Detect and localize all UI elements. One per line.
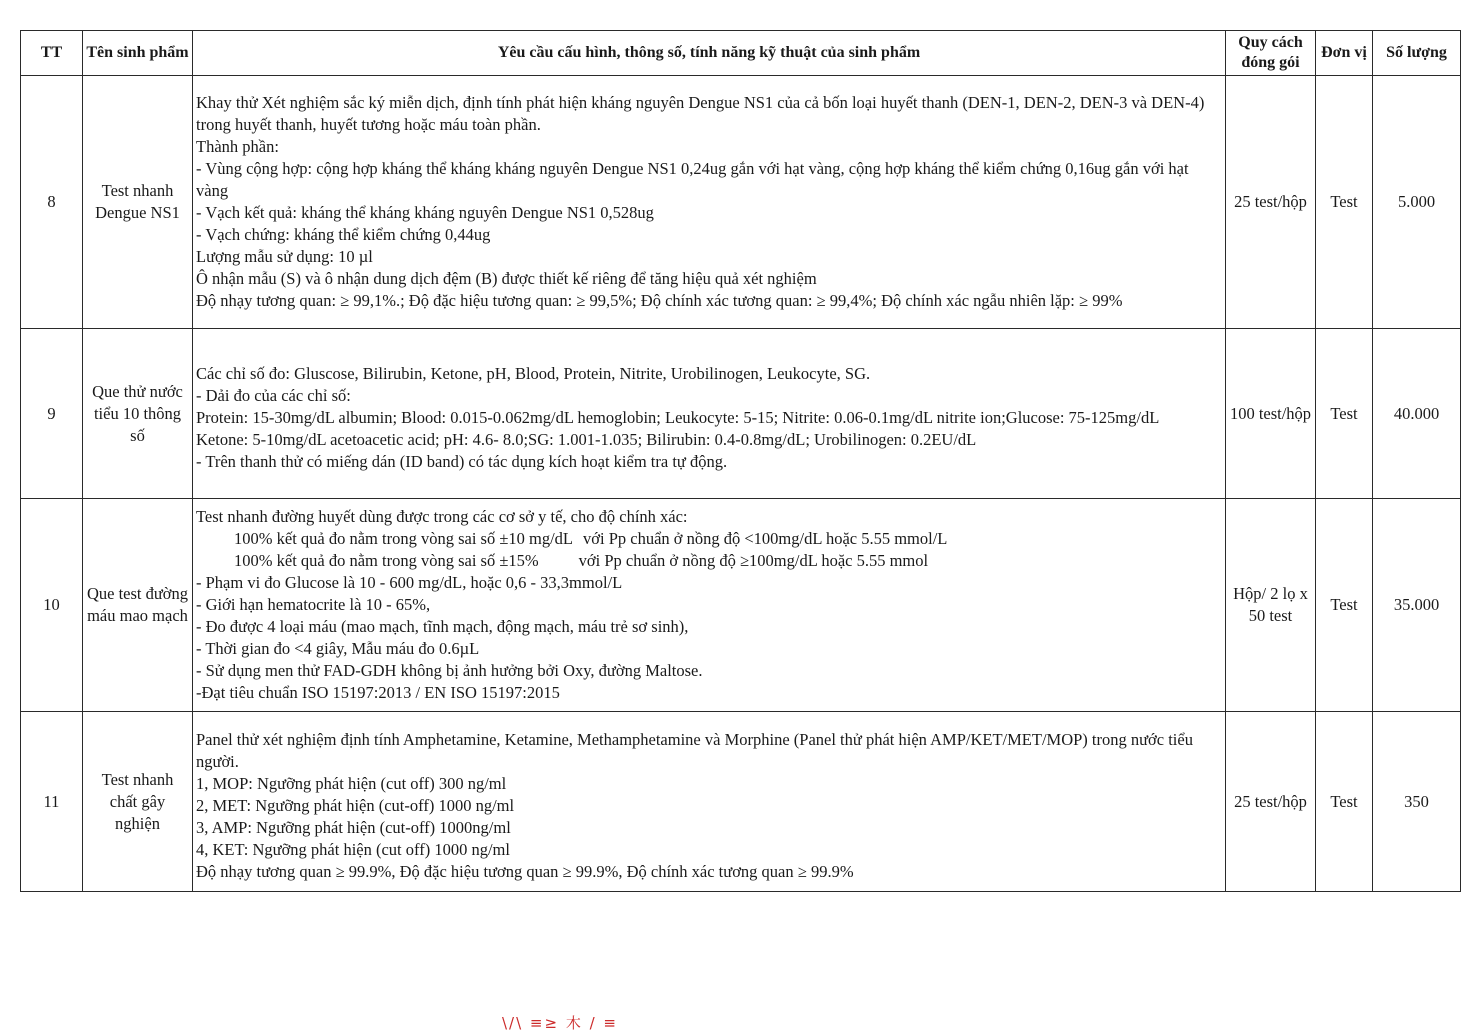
spec-line: Độ nhạy tương quan ≥ 99.9%, Độ đặc hiệu tương quan ≥ 99.9%, Độ chính xác tương quan ≥ 99.9%	[196, 862, 854, 881]
spec-line: - Phạm vi đo Glucose là 10 - 600 mg/dL, hoặc 0,6 - 33,3mmol/L	[196, 573, 623, 592]
row-tt: 8	[21, 76, 83, 329]
spec-line: Khay thử Xét nghiệm sắc ký miễn dịch, định tính phát hiện kháng nguyên Dengue NS1 của cả bốn loại huyết thanh (DEN-1, DEN-2, DEN-3 và DEN-4) trong huyết thanh, huyết tương hoặc máu toàn phần.	[196, 93, 1205, 134]
spec-line: - Vùng cộng hợp: cộng hợp kháng thể kháng kháng nguyên Dengue NS1 0,24ug gắn với hạt vàng, cộng hợp kháng thể kiểm chứng 0,16ug gắn với hạt vàng	[196, 159, 1189, 200]
row-pack: 100 test/hộp	[1226, 329, 1316, 499]
spec-line: - Sử dụng men thử FAD-GDH không bị ảnh hưởng bởi Oxy, đường Maltose.	[196, 661, 703, 680]
spec-line: - Vạch kết quả: kháng thể kháng kháng nguyên Dengue NS1 0,528ug	[196, 203, 654, 222]
accuracy-condition: với Pp chuẩn ở nồng độ <100mg/dL hoặc 5.55 mmol/L	[583, 529, 948, 548]
table-row	[21, 329, 1461, 499]
spec-accuracy-line	[196, 528, 1222, 550]
spec-line: Lượng mẫu sử dụng: 10 µl	[196, 247, 373, 266]
spec-line: Ketone: 5-10mg/dL acetoacetic acid; pH: 4.6- 8.0;SG: 1.001-1.035; Bilirubin: 0.4-0.8mg/dL; Urobilinogen: 0.2EU/dL	[196, 430, 977, 449]
spec-line: 3, AMP: Ngưỡng phát hiện (cut-off) 1000ng/ml	[196, 818, 511, 837]
row-name: Que test đường máu mao mạch	[83, 499, 193, 712]
row-qty: 350	[1373, 712, 1461, 892]
spec-line: - Trên thanh thử có miếng dán (ID band) có tác dụng kích hoạt kiểm tra tự động.	[196, 452, 728, 471]
row-name: Que thử nước tiểu 10 thông số	[83, 329, 193, 499]
spec-line: Độ nhạy tương quan: ≥ 99,1%.; Độ đặc hiệu tương quan: ≥ 99,5%; Độ chính xác tương quan: ≥ 99,4%; Độ chính xác ngẫu nhiên lặp: ≥ 99%	[196, 291, 1123, 310]
header-name: Tên sinh phẩm	[83, 31, 193, 76]
row-unit: Test	[1316, 712, 1373, 892]
row-tt: 10	[21, 499, 83, 712]
row-qty: 5.000	[1373, 76, 1461, 329]
spec-line: -Đạt tiêu chuẩn ISO 15197:2013 / EN ISO 15197:2015	[196, 683, 560, 702]
table-row	[21, 499, 1461, 712]
spec-line: - Vạch chứng: kháng thể kiểm chứng 0,44ug	[196, 225, 491, 244]
spec-line: - Thời gian đo <4 giây, Mẫu máu đo 0.6µL	[196, 639, 480, 658]
header-qty: Số lượng	[1373, 31, 1461, 76]
row-qty: 40.000	[1373, 329, 1461, 499]
spec-accuracy-line	[196, 550, 1222, 572]
row-pack: 25 test/hộp	[1226, 712, 1316, 892]
spec-line: 4, KET: Ngưỡng phát hiện (cut off) 1000 ng/ml	[196, 840, 510, 859]
header-tt: TT	[21, 31, 83, 76]
stamp-mark: \/\ ≡≥ ⽊ / ≡	[502, 1014, 618, 1032]
spec-line: Các chỉ số đo: Gluscose, Bilirubin, Ketone, pH, Blood, Protein, Nitrite, Urobilinogen, Leukocyte, SG.	[196, 364, 871, 383]
row-pack: 25 test/hộp	[1226, 76, 1316, 329]
row-unit: Test	[1316, 499, 1373, 712]
accuracy-range: 100% kết quả đo nằm trong vòng sai số ±10 mg/dL	[234, 529, 574, 548]
spec-line: Panel thử xét nghiệm định tính Amphetamine, Ketamine, Methamphetamine và Morphine (Panel thử phát hiện AMP/KET/MET/MOP) trong nước tiểu người.	[196, 730, 1193, 771]
spec-line: - Giới hạn hematocrite là 10 - 65%,	[196, 595, 431, 614]
row-name: Test nhanh Dengue NS1	[83, 76, 193, 329]
row-unit: Test	[1316, 76, 1373, 329]
spec-line: Ô nhận mẫu (S) và ô nhận dung dịch đệm (B) được thiết kế riêng để tăng hiệu quả xét nghiệm	[196, 269, 817, 288]
row-spec	[193, 329, 1226, 499]
row-spec	[193, 76, 1226, 329]
row-name: Test nhanh chất gây nghiện	[83, 712, 193, 892]
accuracy-condition: với Pp chuẩn ở nồng độ ≥100mg/dL hoặc 5.55 mmol	[578, 551, 929, 570]
accuracy-range: 100% kết quả đo nằm trong vòng sai số ±15%	[234, 551, 539, 570]
spec-line: 2, MET: Ngưỡng phát hiện (cut-off) 1000 ng/ml	[196, 796, 515, 815]
row-tt: 11	[21, 712, 83, 892]
header-row	[21, 31, 1461, 76]
row-spec	[193, 499, 1226, 712]
row-spec	[193, 712, 1226, 892]
spec-line: - Đo được 4 loại máu (mao mạch, tĩnh mạch, động mạch, máu trẻ sơ sinh),	[196, 617, 689, 636]
spec-line: - Dải đo của các chỉ số:	[196, 386, 351, 405]
header-spec: Yêu cầu cấu hình, thông số, tính năng kỹ thuật của sinh phẩm	[193, 31, 1226, 76]
spec-line: Thành phần:	[196, 137, 279, 156]
table-row	[21, 76, 1461, 329]
row-tt: 9	[21, 329, 83, 499]
row-unit: Test	[1316, 329, 1373, 499]
table-row	[21, 712, 1461, 892]
header-pack: Quy cách đóng gói	[1226, 31, 1316, 76]
spec-table	[20, 30, 1461, 892]
header-unit: Đơn vị	[1316, 31, 1373, 76]
row-pack: Hộp/ 2 lọ x 50 test	[1226, 499, 1316, 712]
spec-line: 1, MOP: Ngưỡng phát hiện (cut off) 300 ng/ml	[196, 774, 507, 793]
spec-line: Test nhanh đường huyết dùng được trong các cơ sở y tế, cho độ chính xác:	[196, 507, 688, 526]
row-qty: 35.000	[1373, 499, 1461, 712]
spec-line: Protein: 15-30mg/dL albumin; Blood: 0.015-0.062mg/dL hemoglobin; Leukocyte: 5-15; Nitrite: 0.06-0.1mg/dL nitrite ion;Glucose: 75-125mg/dL	[196, 408, 1160, 427]
